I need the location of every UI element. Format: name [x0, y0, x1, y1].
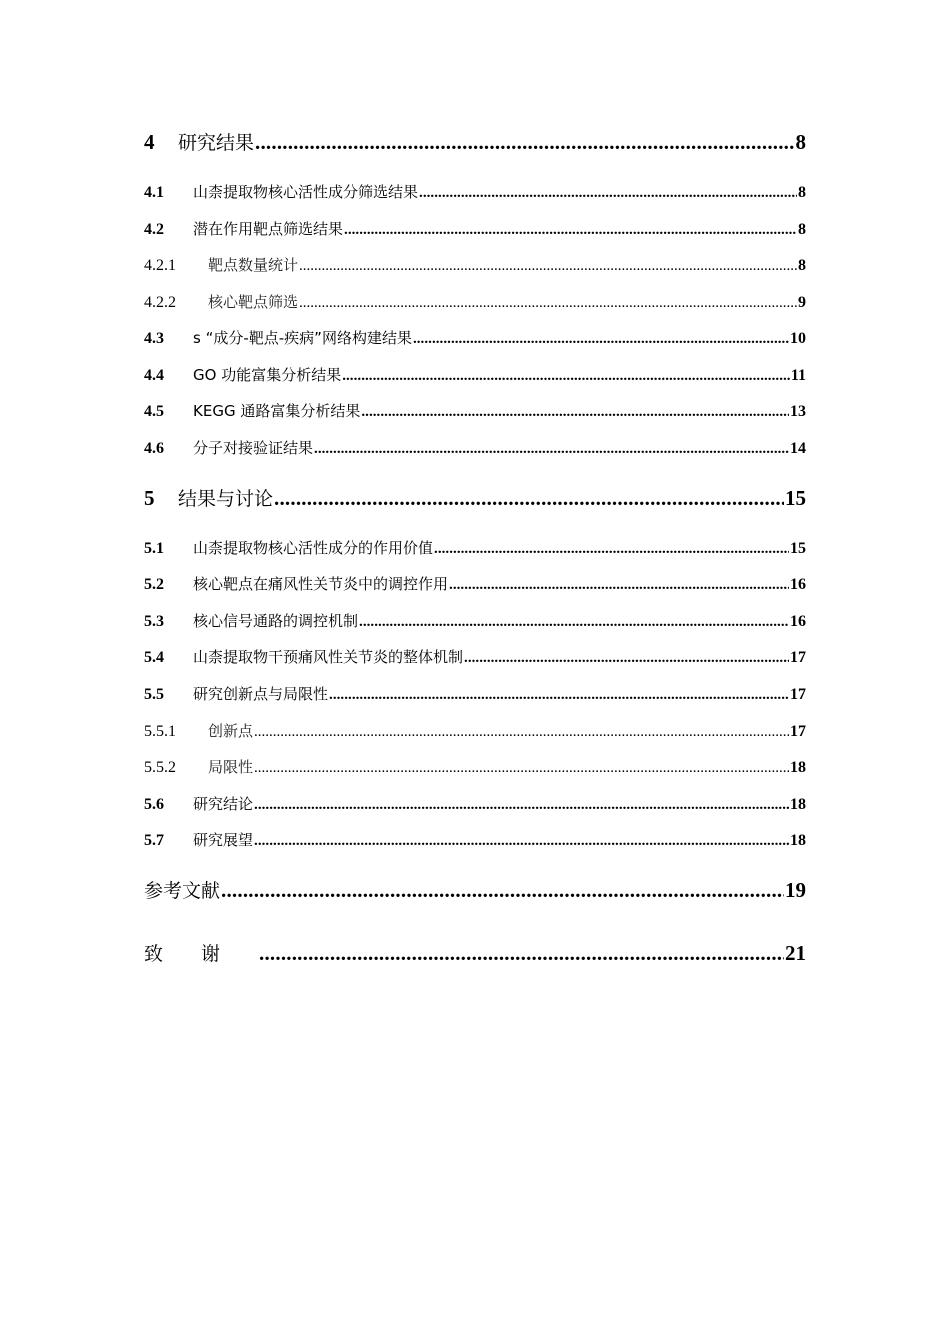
toc-entry-page: 16: [790, 576, 806, 593]
toc-entry-5-4[interactable]: [144, 646, 806, 667]
toc-entry-page: 8: [798, 184, 806, 201]
toc-entry-number: 5.5.1: [144, 723, 176, 740]
toc-entry-page: 17: [790, 723, 806, 740]
toc-entry-title: 潜在作用靶点筛选结果: [193, 220, 344, 238]
toc-entry-number: 4.5: [144, 403, 164, 420]
toc-entry-title: 研究创新点与局限性: [193, 685, 329, 703]
toc-leader-dots: [361, 404, 789, 421]
toc-entry-page: 15: [785, 486, 806, 510]
toc-leader-dots: [221, 878, 784, 903]
toc-entry-4-1[interactable]: [144, 181, 806, 202]
toc-leader-dots: [419, 185, 797, 202]
toc-entry-4-2[interactable]: [144, 218, 806, 239]
toc-leader-dots: [254, 833, 789, 850]
toc-leader-dots: [299, 258, 797, 275]
toc-entry-4-3[interactable]: [144, 327, 806, 348]
toc-entry-page: 18: [790, 832, 806, 849]
toc-entry-number: 4: [144, 130, 155, 154]
toc-entry-references[interactable]: [144, 876, 806, 903]
toc-entry-title: 致谢: [144, 943, 259, 965]
toc-entry-number: 5.5: [144, 686, 164, 703]
toc-entry-number: 4.3: [144, 330, 164, 347]
toc-entry-page: 11: [790, 367, 806, 384]
toc-entry-page: 18: [790, 759, 806, 776]
toc-entry-page: 8: [795, 130, 806, 154]
toc-entry-4-2-1[interactable]: [144, 254, 806, 275]
toc-entry-title: s “成分-靶点-疾病”网络构建结果: [193, 329, 412, 347]
toc-entry-title: 山柰提取物核心活性成分筛选结果: [193, 183, 419, 201]
toc-entry-5-7[interactable]: [144, 829, 806, 850]
toc-entry-5[interactable]: [144, 484, 806, 511]
toc-leader-dots: [254, 724, 789, 741]
toc-leader-dots: [254, 797, 789, 814]
toc-entry-acknowledgements[interactable]: [144, 939, 806, 966]
toc-leader-dots: [254, 760, 789, 777]
toc-entry-page: 10: [790, 330, 806, 347]
toc-entry-title: 创新点: [208, 722, 254, 740]
toc-entry-number: 5.3: [144, 613, 164, 630]
toc-leader-dots: [274, 486, 784, 511]
toc-leader-dots: [344, 222, 797, 239]
toc-entry-title: 研究结论: [193, 795, 254, 813]
toc-leader-dots: [464, 650, 789, 667]
toc-entry-number: 4.2.1: [144, 257, 176, 274]
toc-leader-dots: [255, 130, 794, 155]
toc-entry-title: 结果与讨论: [178, 488, 274, 510]
toc-entry-5-5[interactable]: [144, 683, 806, 704]
toc-leader-dots: [342, 368, 790, 385]
toc-entry-number: 4.2.2: [144, 294, 176, 311]
toc-entry-number: 5.7: [144, 832, 164, 849]
toc-leader-dots: [413, 331, 789, 348]
toc-leader-dots: [449, 577, 789, 594]
toc-entry-page: 8: [798, 221, 806, 238]
toc-entry-title: GO 功能富集分析结果: [193, 366, 342, 384]
toc-entry-5-3[interactable]: [144, 610, 806, 631]
toc-entry-5-2[interactable]: [144, 573, 806, 594]
toc-entry-4[interactable]: [144, 128, 806, 155]
toc-entry-number: 4.4: [144, 367, 164, 384]
toc-entry-number: 5.4: [144, 649, 164, 666]
toc-entry-title: KEGG 通路富集分析结果: [193, 402, 361, 420]
toc-entry-number: 5.5.2: [144, 759, 176, 776]
toc-leader-dots: [434, 541, 789, 558]
toc-entry-page: 14: [790, 440, 806, 457]
toc-entry-5-5-1[interactable]: [144, 720, 806, 741]
toc-entry-page: 15: [790, 540, 806, 557]
toc-entry-title: 核心靶点在痛风性关节炎中的调控作用: [193, 575, 449, 593]
toc-leader-dots: [299, 295, 797, 312]
toc-entry-4-5[interactable]: [144, 400, 806, 421]
toc-entry-number: 5: [144, 486, 155, 510]
toc-entry-5-6[interactable]: [144, 793, 806, 814]
toc-entry-title: 研究结果: [178, 132, 255, 154]
toc-entry-title: 核心信号通路的调控机制: [193, 612, 359, 630]
toc-entry-4-6[interactable]: [144, 437, 806, 458]
toc-entry-title: 山柰提取物核心活性成分的作用价值: [193, 539, 434, 557]
toc-entry-number: 4.6: [144, 440, 164, 457]
toc-entry-page: 8: [798, 257, 806, 274]
toc-entry-number: 4.1: [144, 184, 164, 201]
toc-entry-title: 参考文献: [144, 880, 221, 902]
toc-entry-page: 16: [790, 613, 806, 630]
toc-entry-page: 19: [785, 878, 806, 902]
toc-entry-page: 17: [790, 649, 806, 666]
toc-entry-number: 5.6: [144, 796, 164, 813]
toc-leader-dots: [359, 614, 789, 631]
toc-leader-dots: [329, 687, 789, 704]
toc-entry-title: 山柰提取物干预痛风性关节炎的整体机制: [193, 648, 464, 666]
toc-entry-title: 分子对接验证结果: [193, 439, 314, 457]
toc-entry-number: 4.2: [144, 221, 164, 238]
toc-entry-5-5-2[interactable]: [144, 756, 806, 777]
toc-leader-dots: [259, 941, 784, 966]
toc-entry-page: 9: [798, 294, 806, 311]
toc-entry-page: 18: [790, 796, 806, 813]
toc-entry-number: 5.2: [144, 576, 164, 593]
toc-entry-title: 研究展望: [193, 831, 254, 849]
toc-entry-title: 核心靶点筛选: [208, 293, 299, 311]
toc-entry-title: 局限性: [208, 758, 254, 776]
toc-entry-page: 21: [785, 941, 806, 965]
toc-entry-4-2-2[interactable]: [144, 291, 806, 312]
toc-entry-title: 靶点数量统计: [208, 256, 299, 274]
toc-entry-4-4[interactable]: [144, 364, 806, 385]
toc-entry-number: 5.1: [144, 540, 164, 557]
toc-entry-page: 13: [790, 403, 806, 420]
toc-entry-page: 17: [790, 686, 806, 703]
toc-leader-dots: [314, 441, 789, 458]
toc-entry-5-1[interactable]: [144, 537, 806, 558]
